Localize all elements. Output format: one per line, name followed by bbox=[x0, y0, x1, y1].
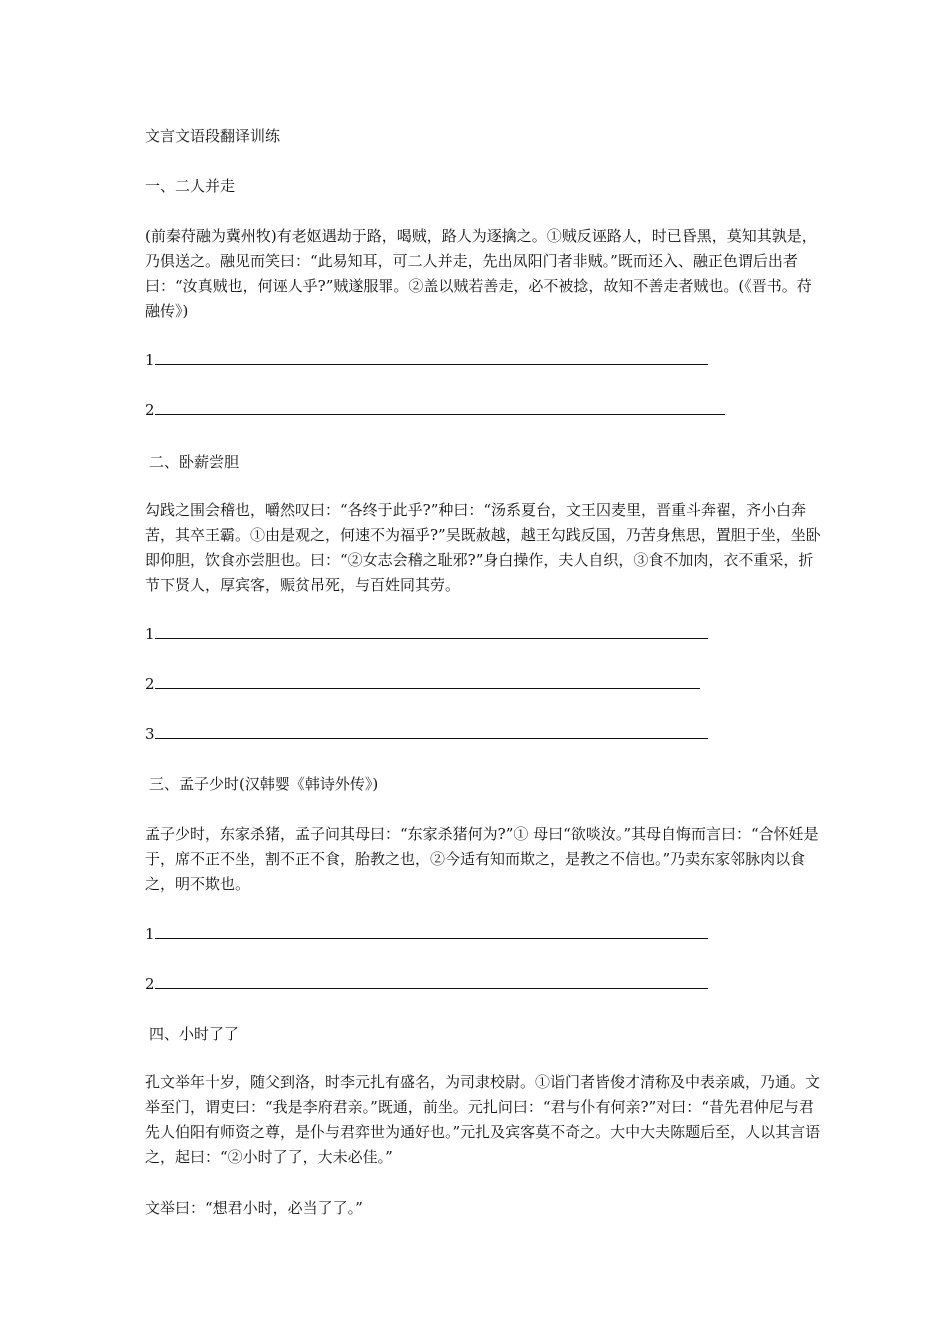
blank-number: 2 bbox=[145, 975, 155, 993]
blank-number: 1 bbox=[145, 625, 155, 643]
section-3-heading: 三、孟子少时(汉韩婴《韩诗外传》) bbox=[149, 775, 379, 793]
section-1-heading: 一、二人并走 bbox=[145, 177, 236, 195]
passage-text: 孟子少时，东家杀猪，孟子问其母曰：“东家杀猪何为?”① 母曰“欲啖汝。”其母自悔而言曰：“合怀妊是于，席不正不坐，割不正不食，胎教之也，②今适有知而欺之，是教之不信也。”乃卖东家邻脉肉以食之，明不欺也。 bbox=[145, 825, 819, 893]
blank-line bbox=[155, 924, 708, 939]
answer-blank-2-2[interactable] bbox=[145, 674, 700, 694]
blank-number: 1 bbox=[145, 925, 155, 943]
passage-text: 勾践之围会稽也，嚼然叹曰：“各终于此乎?”种曰：“汤系夏台，文王囚麦里，晋重斗奔翟，齐小白奔苦，其卒王霸。①由是观之，何速不为福乎?”吴既赦越，越王勾践反国，乃苦身焦思，置胆于坐，坐卧即仰胆，饮食亦尝胆也。曰：“②女志会稽之耻邪?”身白操作，夫人自织，③食不加肉，衣不重采，折节下贤人，厚宾客，赈贫吊死，与百姓同其劳。 bbox=[145, 501, 821, 594]
answer-blank-1-1[interactable] bbox=[145, 350, 708, 370]
section-4-closing: 文举曰：“想君小时，必当了了。” bbox=[145, 1199, 363, 1217]
blank-number: 3 bbox=[145, 725, 155, 743]
passage-text: (前秦苻融为冀州牧)有老妪遇劫于路，喝贼，路人为逐擒之。①贼反诬路人，时已昏黑，莫知其孰是，乃俱送之。融见而笑曰：“此易知耳，可二人并走，先出凤阳门者非贼。”既而还入、融正色谓后出者曰：“汝真贼也，何诬人乎?”贼遂服罪。②盖以贼若善走，必不被捻，故知不善走者贼也。(《晋书。苻融传》) bbox=[145, 227, 817, 320]
section-3-passage bbox=[145, 822, 825, 897]
answer-blank-2-3[interactable] bbox=[145, 724, 708, 744]
answer-blank-2-1[interactable] bbox=[145, 624, 708, 644]
blank-line bbox=[155, 674, 700, 689]
document-title: 文言文语段翻译训练 bbox=[145, 127, 281, 145]
passage-text: 孔文举年十岁，随父到洛，时李元扎有盛名，为司隶校尉。①诣门者皆俊才清称及中表亲戚，乃通。文举至门，谓吏曰：“我是李府君亲。”既通，前坐。元扎问曰：“君与仆有何亲?”对曰：“昔先君仲尼与君先人伯阳有师资之尊，是仆与君弈世为通好也。”元扎及宾客莫不奇之。大中大夫陈题后至，人以其言语之，起曰：“②小时了了，大未必佳。” bbox=[145, 1073, 821, 1166]
answer-blank-1-2[interactable] bbox=[145, 400, 725, 420]
blank-line bbox=[155, 974, 708, 989]
blank-line bbox=[155, 350, 708, 365]
blank-line bbox=[155, 624, 708, 639]
answer-blank-3-2[interactable] bbox=[145, 974, 708, 994]
blank-line bbox=[155, 724, 708, 739]
section-4-passage bbox=[145, 1070, 825, 1170]
blank-number: 2 bbox=[145, 401, 155, 419]
section-2-heading: 二、卧薪尝胆 bbox=[149, 453, 240, 471]
blank-line bbox=[155, 400, 725, 415]
section-4-heading: 四、小时了了 bbox=[149, 1025, 240, 1043]
answer-blank-3-1[interactable] bbox=[145, 924, 708, 944]
section-2-passage bbox=[145, 498, 825, 598]
section-1-passage bbox=[145, 224, 825, 324]
blank-number: 2 bbox=[145, 675, 155, 693]
blank-number: 1 bbox=[145, 351, 155, 369]
